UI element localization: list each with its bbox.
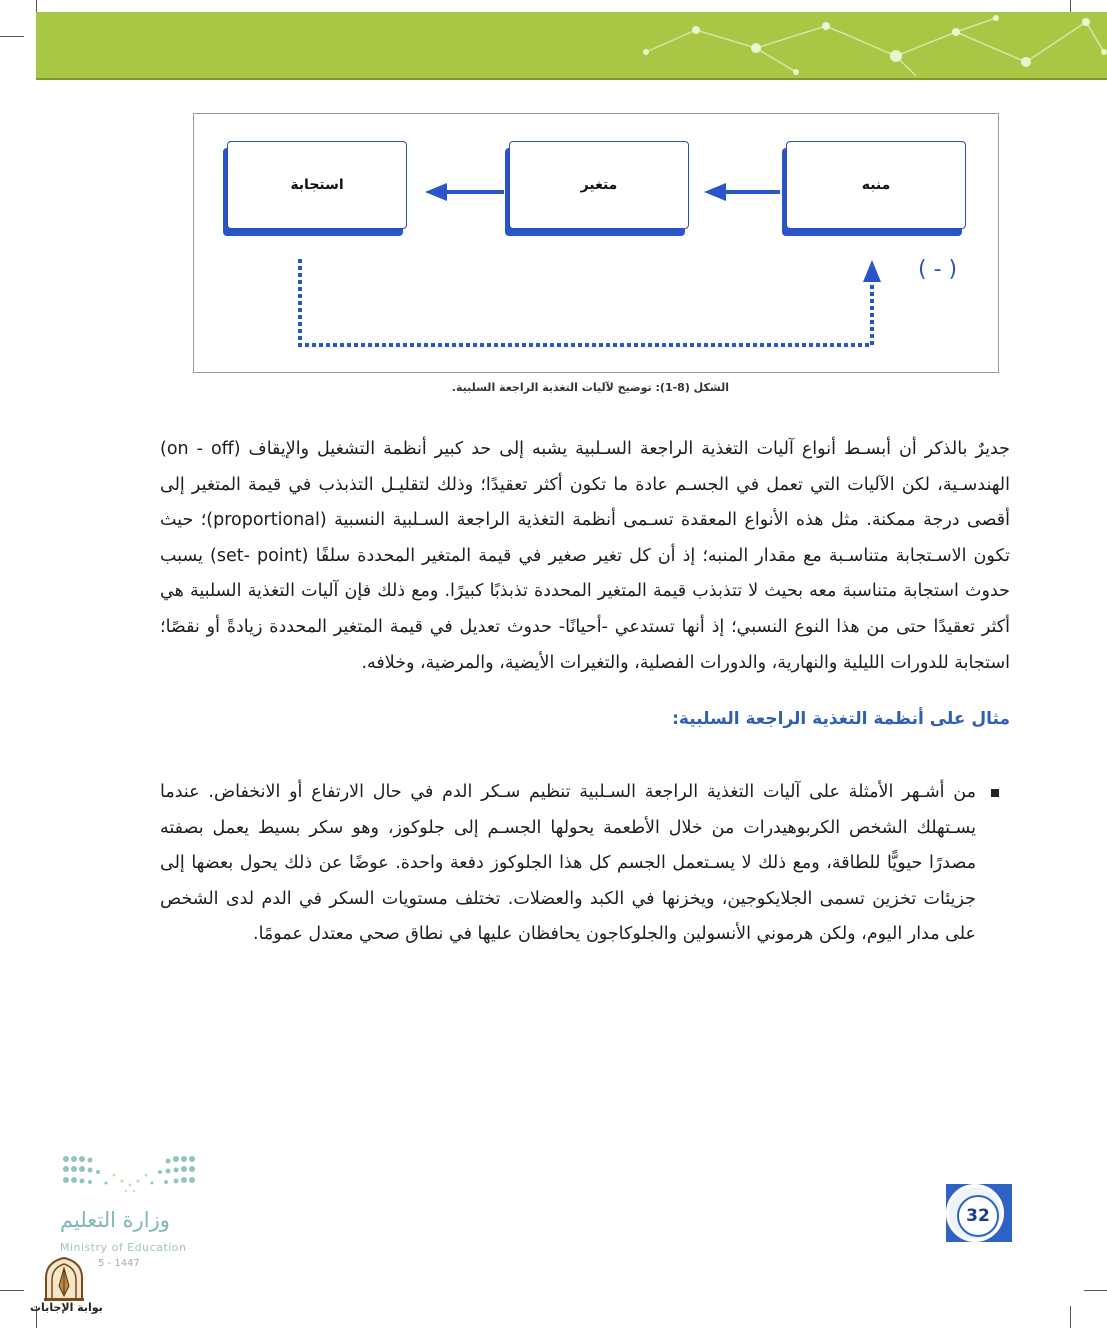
ministry-year: 5 - 1447: [98, 1258, 140, 1269]
diagram-arrows: [194, 114, 1000, 374]
page-number: 32: [957, 1195, 999, 1237]
crop-mark: [0, 1290, 24, 1291]
bullet-square-icon: [991, 789, 999, 797]
figure-caption: الشكل (8-1): توضيح لآليات التغذية الراجعة السلبية.: [451, 381, 729, 394]
box-stimulus: منبه: [786, 141, 966, 229]
molecule-network-decoration: [36, 12, 1107, 78]
box-variable: متغير: [509, 141, 689, 229]
feedback-loop-line: [300, 259, 872, 345]
page-number-badge: [946, 1184, 1012, 1242]
arrowhead-left-icon: [704, 183, 726, 201]
arrowhead-left-icon: [425, 183, 447, 201]
ministry-logo-dots-icon: [62, 1155, 198, 1197]
crop-mark: [1070, 1306, 1071, 1328]
portal-name: بوابة الإجابات: [30, 1301, 103, 1314]
crop-mark: [1084, 1290, 1107, 1291]
page-number-disc: [946, 1184, 1004, 1242]
section-subheading: مثال على أنظمة التغذية الراجعة السلبية:: [672, 709, 1010, 729]
bullet-paragraph: من أشـهر الأمثلة على آليات التغذية الراجعة السـلبية تنظيم سـكر الدم في حال الارتفاع أو الانخفاض. عندما يسـتهلك الشخص الكربوهيدرات من خلال الأطعمة يحولها الجسـم إلى جلوكوز، وهو سكر بسيط يعمل بصفته مصدرًا حيويًّا للطاقة، ومع ذلك لا يسـتعمل الجسم كل هذا الجلوكوز دفعة واحدة. عوضًا عن ذلك يحول بعضها إلى جزيئات تخزين تسمى الجلايكوجين، ويخزنها في الكبد والعضلات. تختلف مستويات السكر في الدم لدى الشخص على مدار اليوم، ولكن هرموني الأنسولين والجلوكاجون يحافظان عليها في نطاق صحي معتدل عمومًا.: [160, 782, 976, 945]
header-band: [36, 12, 1107, 80]
paragraph-text: جديرٌ بالذكر أن أبسـط أنواع آليات التغذية الراجعة السـلبية يشبه إلى حد كبير أنظمة التشغيل والإيقاف (on - off) الهندسـية، لكن الآليات التي تعمل في الجسـم عادة ما تكون أكثر تعقيدًا؛ وذلك لتقليـل التذبذب في قيمة المتغير إلى أقصى درجة ممكنة. مثل هذه الأنواع المعقدة تسـمى أنظمة التغذية الراجعة السـلبية النسبية (proportional)؛ حيث تكون الاسـتجابة متناسـبة مع مقدار المنبه؛ إذ أن كل تغير صغير في قيمة المتغير المحددة سلفًا (set- point) يسبب حدوث استجابة متناسبة معه بحيث لا تتذبذب قيمة المتغير المحددة تذبذبًا كبيرًا. ومع ذلك فإن آليات التغذية السلبية هي أكثر تعقيدًا حتى من هذا النوع النسبي؛ إذ أنها تستدعي -أحيانًا- حدوث تعديل في قيمة المتغير المحددة زيادةً أو نقصًا؛ استجابة للدورات الليلية والنهارية، والدورات الفصلية، والتغيرات الأيضية، والمرضية، وخلافه.: [160, 439, 1010, 673]
box-response: استجابة: [227, 141, 407, 229]
ministry-name-arabic: وزارة التعليم: [60, 1208, 170, 1232]
portal-logo-icon: [42, 1256, 86, 1302]
body-paragraph: [160, 432, 1010, 681]
arrowhead-up-icon: [863, 260, 881, 282]
feedback-diagram: [193, 113, 999, 373]
crop-mark: [0, 36, 24, 37]
ministry-name-english: Ministry of Education: [60, 1241, 187, 1254]
negative-sign: ( - ): [918, 257, 958, 282]
